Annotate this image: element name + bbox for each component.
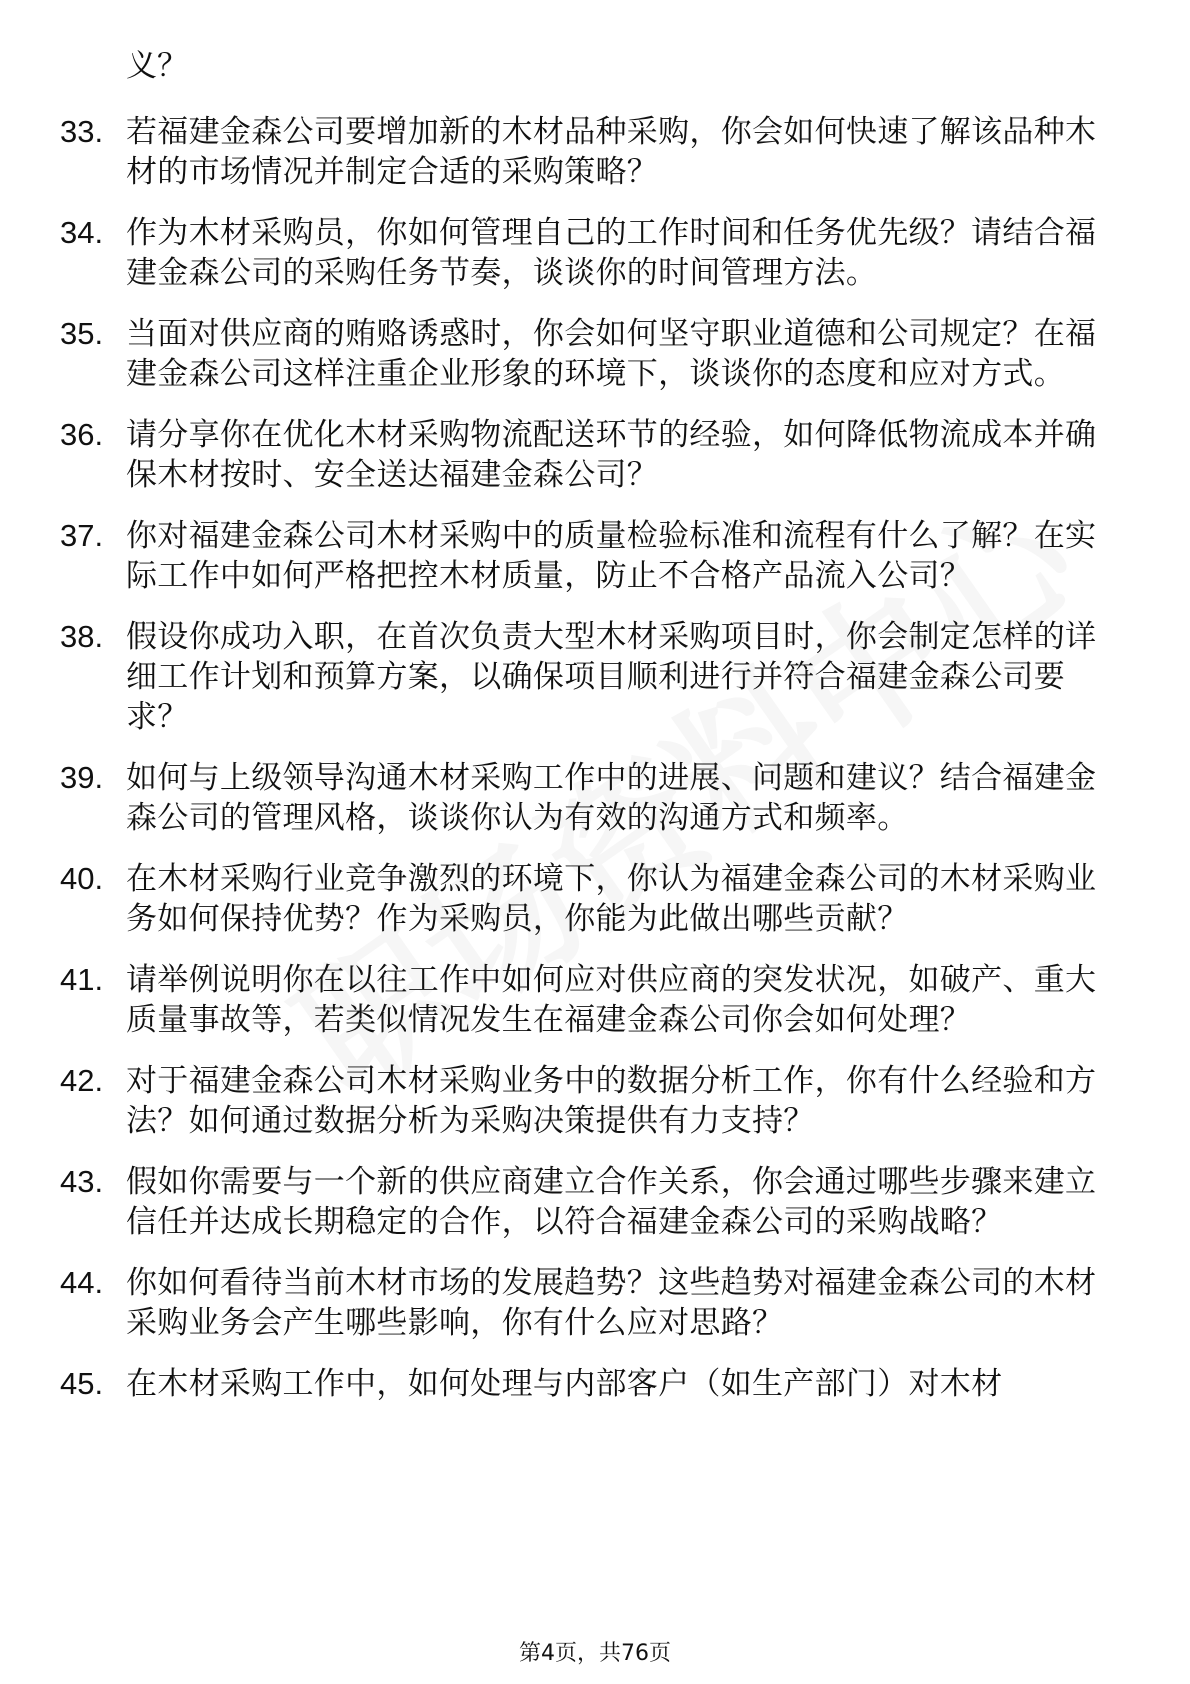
question-number: 33.	[60, 114, 104, 149]
page-footer: 第4页，共76页	[519, 1641, 671, 1666]
question-item	[60, 314, 1120, 394]
question-number: 42.	[60, 1063, 104, 1098]
question-text: 你如何看待当前木材市场的发展趋势？这些趋势对福建金森公司的木材采购业务会产生哪些影响，你有什么应对思路？	[126, 1265, 1097, 1341]
question-text: 当面对供应商的贿赂诱惑时，你会如何坚守职业道德和公司规定？在福建金森公司这样注重企业形象的环境下，谈谈你的态度和应对方式。	[126, 316, 1097, 392]
question-item	[60, 213, 1120, 293]
continuation-text: 义？	[126, 48, 188, 84]
question-text: 在木材采购工作中，如何处理与内部客户（如生产部门）对木材	[126, 1366, 1003, 1402]
question-number: 36.	[60, 417, 104, 452]
question-text: 在木材采购行业竞争激烈的环境下，你认为福建金森公司的木材采购业务如何保持优势？作为采购员，你能为此做出哪些贡献？	[126, 861, 1097, 937]
question-number: 37.	[60, 518, 104, 553]
question-number: 40.	[60, 861, 104, 896]
question-text: 假如你需要与一个新的供应商建立合作关系，你会通过哪些步骤来建立信任并达成长期稳定的合作，以符合福建金森公司的采购战略？	[126, 1164, 1097, 1240]
question-text: 请举例说明你在以往工作中如何应对供应商的突发状况，如破产、重大质量事故等，若类似情况发生在福建金森公司你会如何处理？	[126, 962, 1097, 1038]
question-item	[60, 758, 1120, 838]
question-text: 作为木材采购员，你如何管理自己的工作时间和任务优先级？请结合福建金森公司的采购任务节奏，谈谈你的时间管理方法。	[126, 215, 1097, 291]
question-item	[60, 1061, 1120, 1141]
question-text: 对于福建金森公司木材采购业务中的数据分析工作，你有什么经验和方法？如何通过数据分析为采购决策提供有力支持？	[126, 1063, 1097, 1139]
question-text: 若福建金森公司要增加新的木材品种采购，你会如何快速了解该品种木材的市场情况并制定合适的采购策略？	[126, 114, 1097, 190]
question-number: 39.	[60, 760, 104, 795]
question-item	[60, 960, 1120, 1040]
question-item	[60, 617, 1120, 737]
question-number: 35.	[60, 316, 104, 351]
question-text: 请分享你在优化木材采购物流配送环节的经验，如何降低物流成本并确保木材按时、安全送达福建金森公司？	[126, 417, 1097, 493]
question-number: 34.	[60, 215, 104, 250]
question-number: 38.	[60, 619, 104, 654]
question-item	[60, 1364, 1120, 1404]
question-text: 如何与上级领导沟通木材采购工作中的进展、问题和建议？结合福建金森公司的管理风格，谈谈你认为有效的沟通方式和频率。	[126, 760, 1097, 836]
question-number: 44.	[60, 1265, 104, 1300]
question-item	[60, 859, 1120, 939]
question-item	[60, 1162, 1120, 1242]
question-item	[60, 1263, 1120, 1343]
question-item	[60, 112, 1120, 192]
question-text: 假设你成功入职，在首次负责大型木材采购项目时，你会制定怎样的详细工作计划和预算方案，以确保项目顺利进行并符合福建金森公司要求？	[126, 619, 1097, 735]
question-list	[60, 112, 1120, 1425]
question-text: 你对福建金森公司木材采购中的质量检验标准和流程有什么了解？在实际工作中如何严格把控木材质量，防止不合格产品流入公司？	[126, 518, 1097, 594]
question-number: 43.	[60, 1164, 104, 1199]
question-number: 45.	[60, 1366, 104, 1401]
question-number: 41.	[60, 962, 104, 997]
question-item	[60, 516, 1120, 596]
question-item	[60, 415, 1120, 495]
